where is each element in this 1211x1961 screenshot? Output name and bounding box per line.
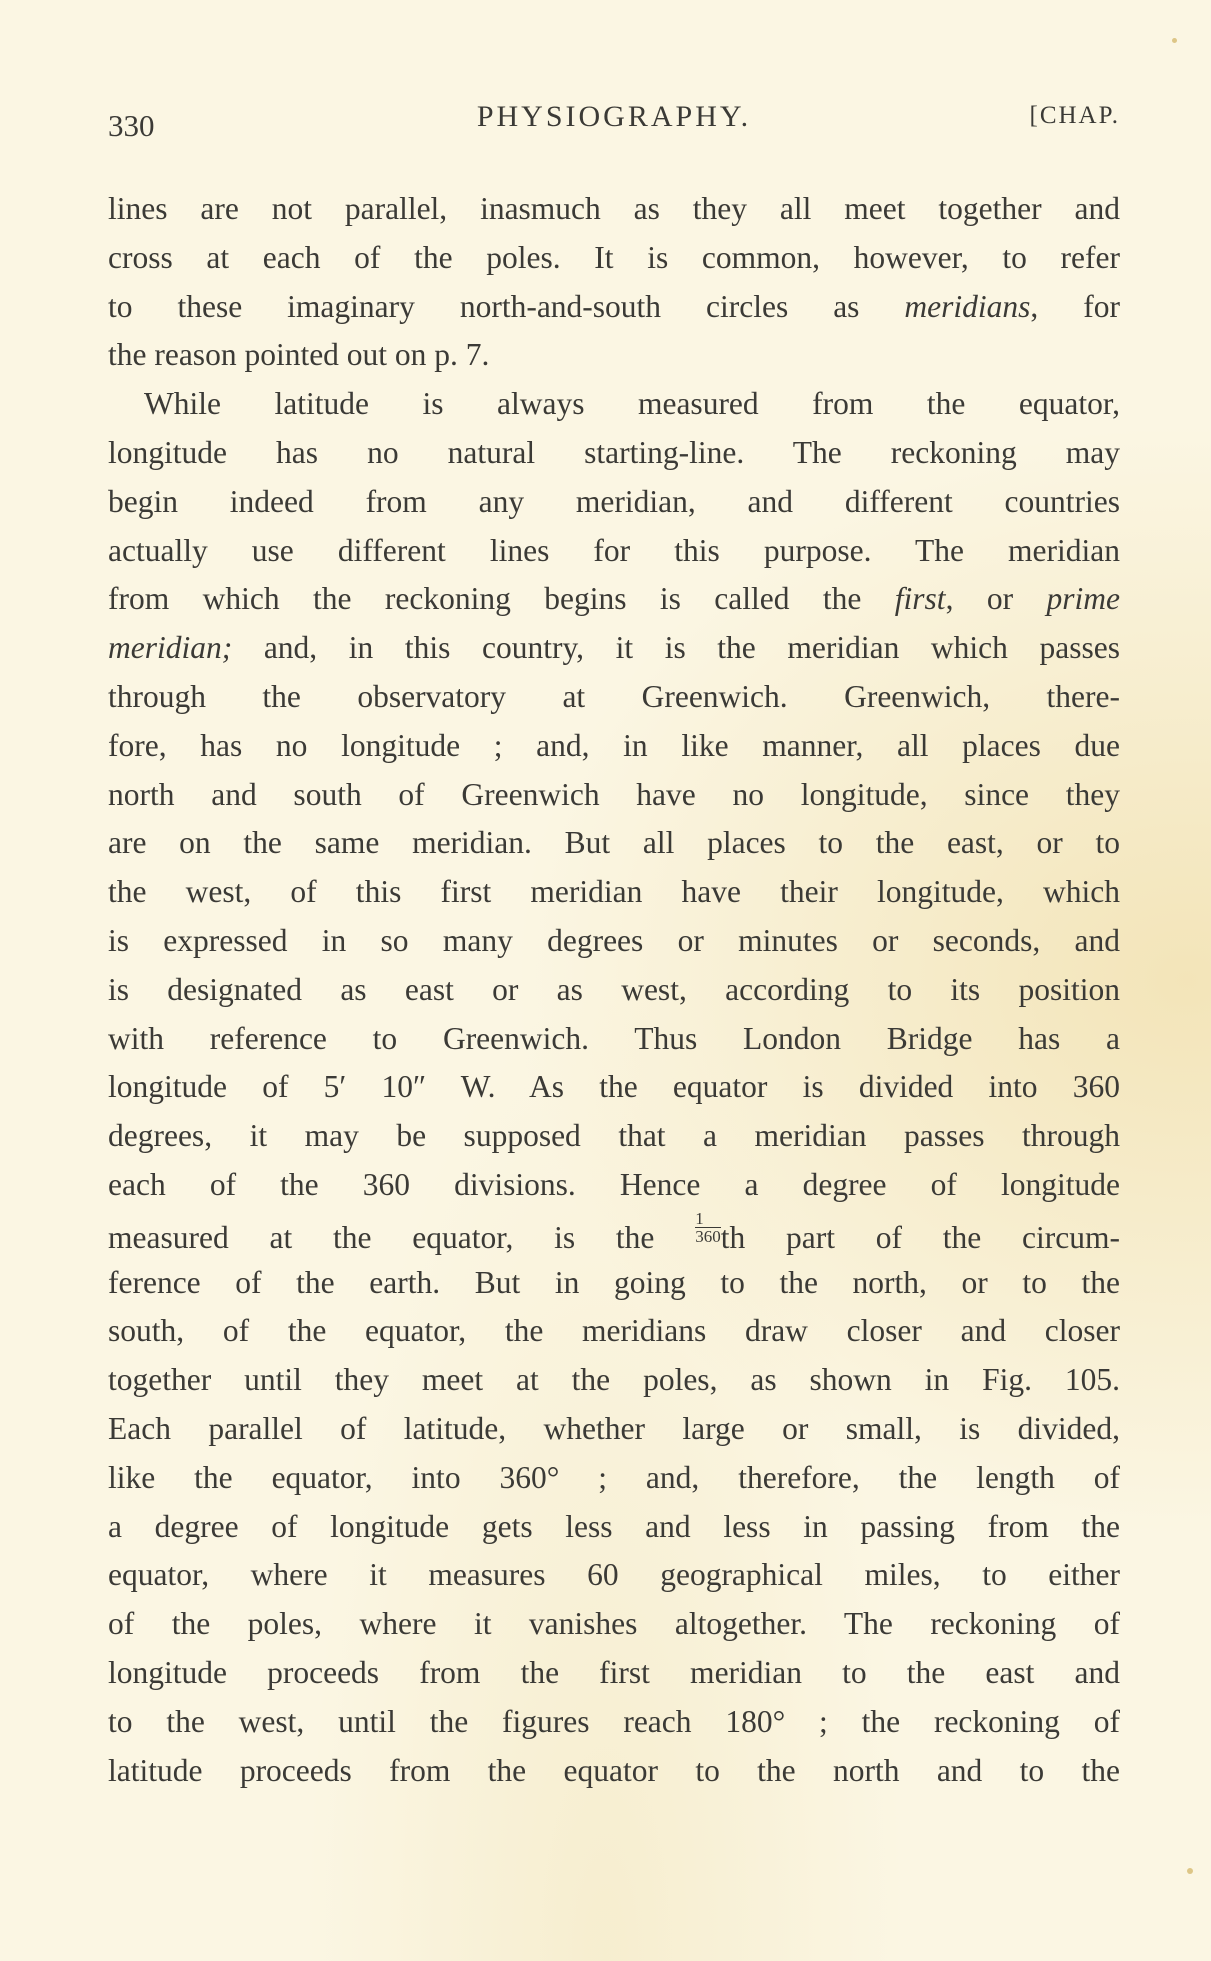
text-line — [108, 1210, 1120, 1259]
italic-term: first — [894, 581, 946, 617]
text-run: , for — [1030, 288, 1120, 324]
italic-term: meridians — [904, 288, 1031, 324]
text-run: of the poles, where it vanishes altogether. The reckoning of — [108, 1606, 1120, 1642]
text-run: longitude has no natural starting-line. The reckoning may — [108, 434, 1120, 470]
text-line — [108, 1600, 1120, 1649]
text-line — [108, 1747, 1120, 1796]
text-run: are on the same meridian. But all places to the east, or to — [108, 825, 1120, 861]
text-line — [108, 1405, 1120, 1454]
text-run: north and south of Greenwich have no longitude, since they — [108, 776, 1120, 812]
text-run: th part of the circum- — [720, 1219, 1120, 1255]
text-line — [108, 771, 1120, 820]
page-number: 330 — [108, 108, 155, 143]
paper-spot — [1187, 1868, 1193, 1874]
fraction-denominator: 360 — [695, 1226, 721, 1246]
text-line — [108, 673, 1120, 722]
text-line — [108, 722, 1120, 771]
fraction-numerator: 1 — [695, 1208, 704, 1228]
text-line — [108, 1551, 1120, 1600]
text-run: While latitude is always measured from the equator, — [144, 386, 1120, 422]
text-run: fore, has no longitude ; and, in like manner, all places due — [108, 727, 1120, 763]
text-line — [108, 1063, 1120, 1112]
text-run: from which the reckoning begins is called the — [108, 581, 895, 617]
text-run: Each parallel of latitude, whether large or small, is divided, — [108, 1410, 1120, 1446]
text-run: the west, of this first meridian have their longitude, which — [108, 874, 1120, 910]
text-run: lines are not parallel, inasmuch as they all meet together and — [108, 191, 1120, 226]
text-run: begin indeed from any meridian, and different countries — [108, 483, 1120, 519]
text-line — [108, 1454, 1120, 1503]
text-run: latitude proceeds from the equator to the north and to the — [108, 1752, 1120, 1788]
text-run: longitude proceeds from the first meridian to the east and — [108, 1654, 1120, 1690]
text-run: with reference to Greenwich. Thus London Bridge has a — [108, 1020, 1120, 1056]
text-run: measured at the equator, is the — [108, 1219, 696, 1255]
text-line — [108, 1307, 1120, 1356]
text-line — [108, 624, 1120, 673]
text-line — [108, 868, 1120, 917]
chapter-label: [CHAP. — [1029, 102, 1120, 129]
text-line — [108, 527, 1120, 576]
text-run: a degree of longitude gets less and less in passing from the — [108, 1508, 1120, 1544]
paper-spot — [1172, 38, 1177, 43]
text-line — [108, 283, 1120, 332]
text-run: to the west, until the figures reach 180° ; the reckoning of — [108, 1703, 1120, 1739]
text-run: like the equator, into 360° ; and, therefore, the length of — [108, 1459, 1120, 1495]
text-run: each of the 360 divisions. Hence a degree of longitude — [108, 1166, 1120, 1202]
text-line — [108, 331, 1120, 380]
text-run: longitude of 5′ 10″ W. As the equator is divided into 360 — [108, 1069, 1120, 1105]
text-line — [108, 234, 1120, 283]
text-line — [108, 1161, 1120, 1210]
text-line — [108, 1649, 1120, 1698]
text-line — [108, 966, 1120, 1015]
text-line — [108, 917, 1120, 966]
text-line — [108, 819, 1120, 868]
text-line — [108, 1259, 1120, 1308]
text-run: is designated as east or as west, according to its position — [108, 971, 1120, 1007]
text-line — [108, 575, 1120, 624]
text-run: and, in this country, it is the meridian which passes — [232, 630, 1120, 666]
text-run: ference of the earth. But in going to the north, or to the — [108, 1264, 1120, 1300]
text-line — [108, 478, 1120, 527]
text-run: through the observatory at Greenwich. Greenwich, there- — [108, 678, 1120, 714]
text-line — [108, 185, 1120, 234]
text-line — [108, 429, 1120, 478]
text-run: together until they meet at the poles, as shown in Fig. 105. — [108, 1362, 1120, 1398]
italic-term: prime — [1046, 581, 1120, 617]
running-header — [108, 100, 1120, 150]
text-run: actually use different lines for this purpose. The meridian — [108, 532, 1120, 568]
text-run: equator, where it measures 60 geographical miles, to either — [108, 1557, 1120, 1593]
text-run: the reason pointed out on p. 7. — [108, 337, 490, 373]
text-run: is expressed in so many degrees or minutes or seconds, and — [108, 922, 1120, 958]
text-line — [108, 1356, 1120, 1405]
body-text — [108, 185, 1120, 1795]
text-line — [108, 1015, 1120, 1064]
text-line — [108, 380, 1120, 429]
running-title: PHYSIOGRAPHY. — [476, 100, 752, 133]
fraction — [695, 1210, 721, 1245]
text-run: cross at each of the poles. It is common, however, to refer — [108, 239, 1120, 275]
text-line — [108, 1112, 1120, 1161]
text-run: to these imaginary north-and-south circles as — [108, 288, 905, 324]
text-line — [108, 1503, 1120, 1552]
text-line — [108, 1698, 1120, 1747]
italic-term: meridian; — [108, 630, 233, 666]
text-run: , or — [945, 581, 1047, 617]
text-run: south, of the equator, the meridians draw closer and closer — [108, 1313, 1120, 1349]
text-run: degrees, it may be supposed that a meridian passes through — [108, 1118, 1120, 1154]
